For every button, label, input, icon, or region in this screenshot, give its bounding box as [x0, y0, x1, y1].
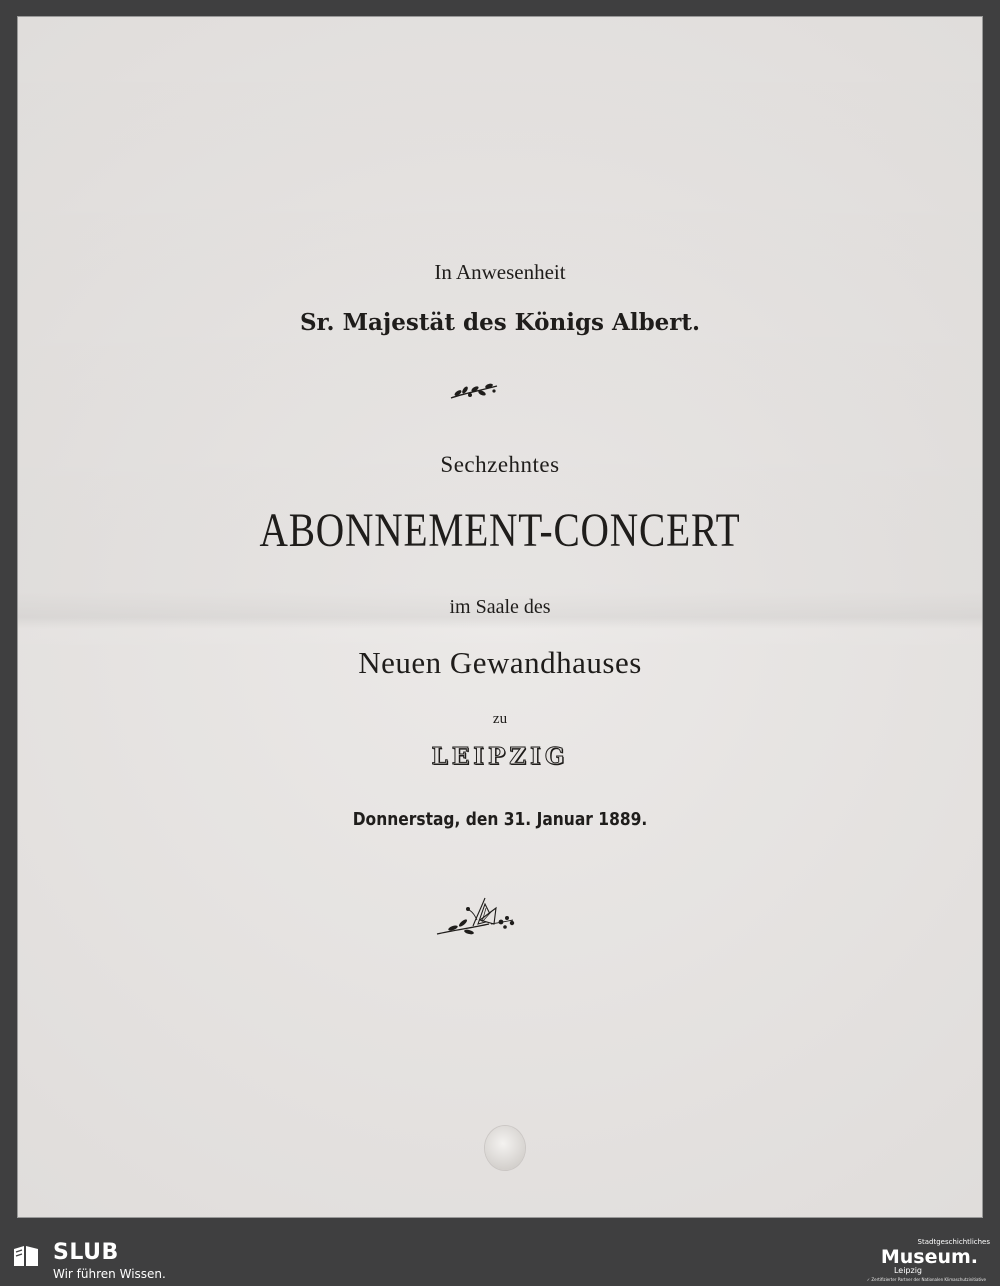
- concert-ordinal: Sechzehntes: [440, 452, 560, 477]
- viewer-footer: [0, 1236, 1000, 1286]
- preposition: zu: [492, 711, 508, 727]
- slub-name: SLUB: [53, 1240, 119, 1265]
- museum-city: Leipzig: [893, 1266, 922, 1275]
- floral-bouquet-icon: [433, 890, 521, 942]
- building-name: Neuen Gewandhauses: [358, 645, 642, 680]
- majesty-line: Sr. Majestät des Königs Albert.: [299, 309, 701, 336]
- museum-certification-note: ✓ Zertifizierter Partner der Nationalen Klimaschutzinitiative: [866, 1277, 986, 1282]
- city-name: LEIPZIG: [431, 743, 569, 770]
- slub-tagline: Wir führen Wissen.: [53, 1267, 166, 1281]
- document-page: [17, 16, 983, 1218]
- museum-name: Museum.: [880, 1246, 978, 1268]
- museum-subtitle: Stadtgeschichtliches: [917, 1238, 990, 1246]
- bleed-through-text: [17, 354, 983, 372]
- concert-date: Donnerstag, den 31. Januar 1889.: [352, 809, 648, 830]
- presence-line: In Anwesenheit: [434, 260, 566, 284]
- hall-line: im Saale des: [449, 596, 551, 618]
- embossed-seal-icon: [485, 1126, 525, 1170]
- concert-title: ABONNEMENT-CONCERT: [259, 504, 741, 557]
- floral-sprig-icon: [448, 381, 500, 403]
- slub-logo-icon: [12, 1245, 40, 1267]
